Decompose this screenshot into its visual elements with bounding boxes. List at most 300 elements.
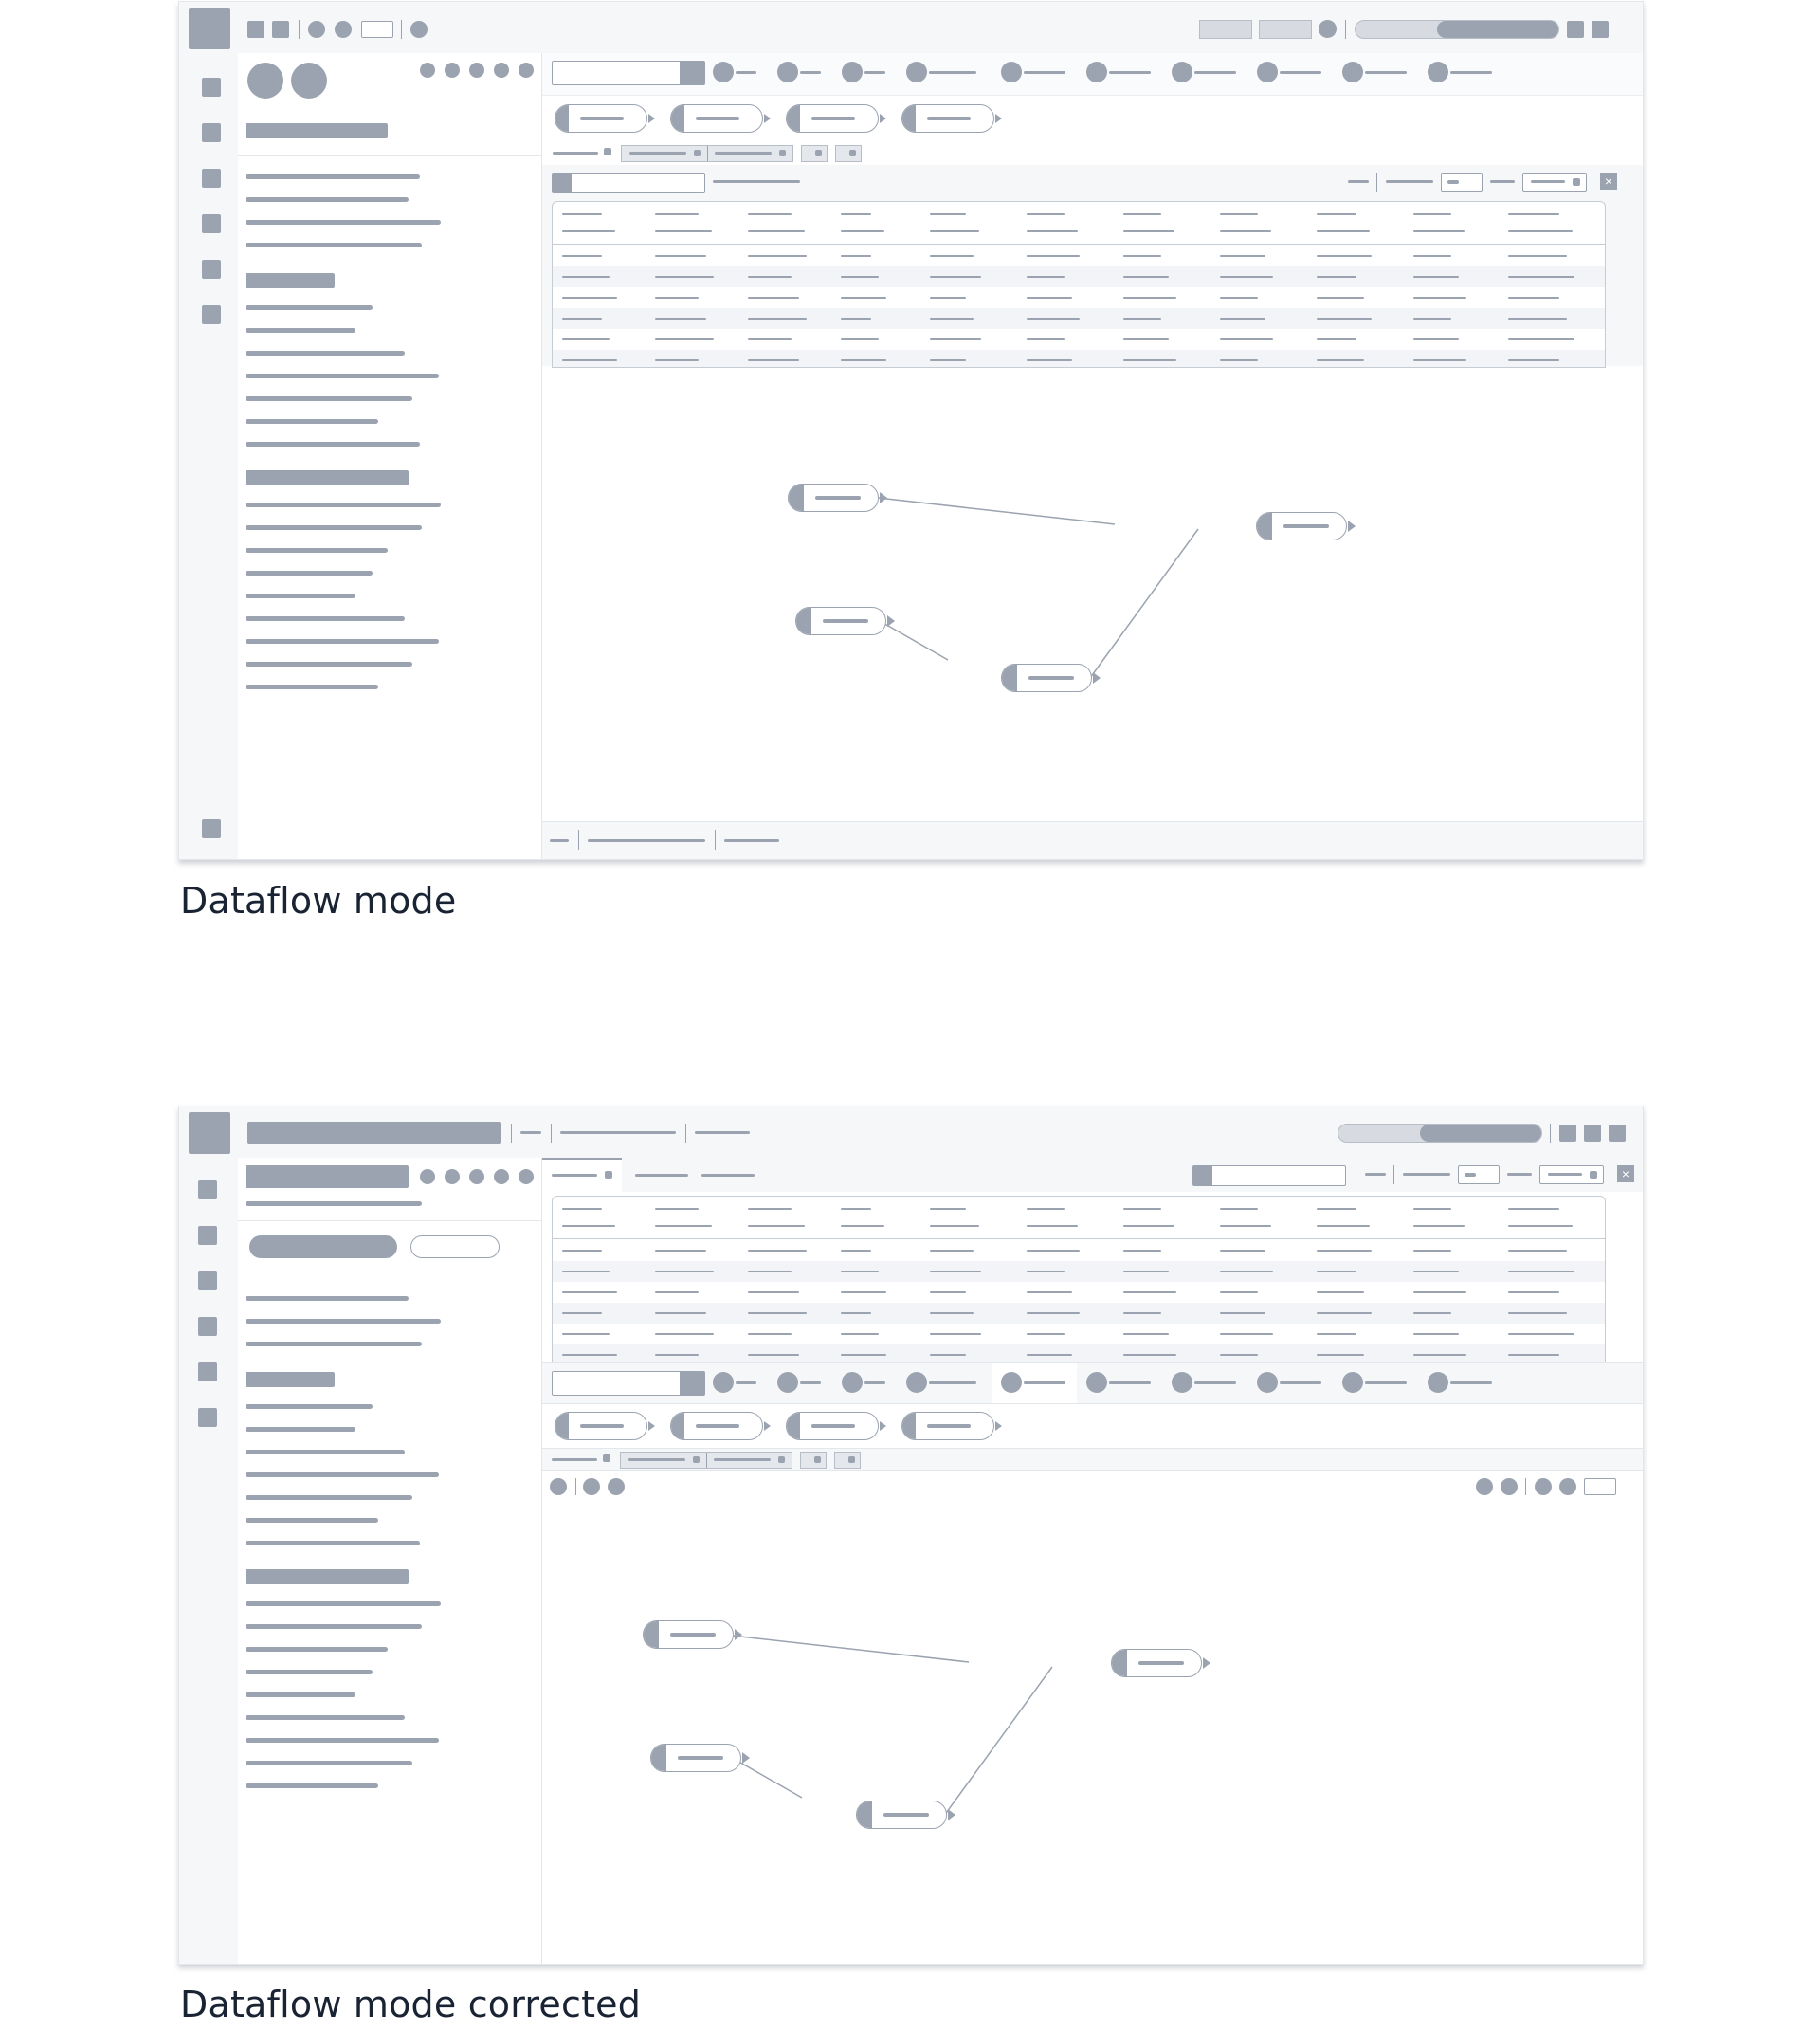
list-item[interactable] (246, 197, 409, 202)
list-item[interactable] (246, 1761, 412, 1765)
table-cell (1317, 359, 1364, 361)
table-cell (930, 1354, 966, 1356)
table-cell (1027, 1291, 1072, 1293)
column-header[interactable] (562, 230, 615, 232)
close-icon[interactable]: × (1600, 173, 1617, 190)
table-cell (1413, 338, 1459, 340)
secondary-button[interactable] (410, 1235, 500, 1258)
table-row[interactable] (553, 1282, 1605, 1303)
table-cell (1317, 1271, 1356, 1272)
output-arrow-icon[interactable] (880, 492, 887, 503)
list-item[interactable] (246, 174, 420, 179)
table-cell (1413, 255, 1451, 257)
view-toggle[interactable] (361, 21, 393, 38)
column-header[interactable] (930, 213, 966, 215)
palette-search-input[interactable] (552, 1371, 705, 1396)
list-item[interactable] (246, 525, 422, 530)
list-item[interactable] (246, 1495, 412, 1500)
table-cell (1220, 359, 1258, 361)
list-item[interactable] (246, 374, 439, 378)
user-icon[interactable] (1319, 20, 1337, 38)
column-header[interactable] (1220, 213, 1258, 215)
debug-icon[interactable] (202, 214, 221, 233)
window-icon[interactable] (1584, 1125, 1601, 1142)
rows-select[interactable] (1522, 173, 1587, 192)
column-header[interactable] (1123, 1208, 1161, 1210)
table-cell (841, 359, 886, 361)
list-item[interactable] (246, 1472, 439, 1477)
table-cell (1508, 276, 1574, 278)
column-header[interactable] (1027, 1225, 1078, 1227)
output-arrow-icon[interactable] (887, 615, 895, 627)
table-cell (841, 318, 871, 320)
table-cell (655, 359, 699, 361)
table-cell (1413, 359, 1466, 361)
window-icon[interactable] (1559, 1125, 1576, 1142)
flow-tab[interactable] (786, 1412, 879, 1440)
table-cell (930, 1271, 981, 1272)
column-header[interactable] (748, 213, 792, 215)
flow-node[interactable] (856, 1801, 947, 1829)
list-item[interactable] (246, 1450, 405, 1454)
toolbar-button[interactable] (1199, 20, 1252, 39)
palette-node-icon[interactable] (1428, 62, 1448, 82)
avatar[interactable] (247, 63, 283, 99)
flow-tab[interactable] (670, 1412, 763, 1440)
table-cell (1317, 297, 1364, 299)
list-item[interactable] (246, 1738, 439, 1743)
table-cell (1508, 1250, 1567, 1252)
table-cell (748, 1250, 807, 1252)
column-header[interactable] (1027, 213, 1065, 215)
table-cell (1027, 255, 1080, 257)
output-arrow-icon[interactable] (948, 1809, 956, 1820)
add-button[interactable] (800, 1452, 827, 1469)
column-header[interactable] (841, 1208, 871, 1210)
column-header[interactable] (1508, 230, 1573, 232)
progress-bar (1338, 1124, 1542, 1143)
column-header[interactable] (1220, 1208, 1258, 1210)
title-bar (179, 1106, 1643, 1159)
list-item[interactable] (246, 328, 355, 333)
flow-node[interactable] (1256, 512, 1347, 540)
list-item[interactable] (246, 1692, 355, 1697)
extensions-icon[interactable] (202, 260, 221, 279)
tab-data[interactable] (542, 1158, 622, 1194)
palette-node-icon[interactable] (842, 62, 863, 82)
list-item[interactable] (246, 442, 420, 447)
output-arrow-icon[interactable] (1203, 1657, 1210, 1669)
list-item[interactable] (246, 305, 373, 310)
output-arrow-icon[interactable] (1093, 672, 1101, 684)
list-item[interactable] (246, 419, 378, 424)
menu-icon[interactable] (247, 21, 264, 38)
flow-node[interactable] (1111, 1649, 1202, 1677)
column-header[interactable] (1413, 213, 1451, 215)
table-row[interactable] (553, 329, 1605, 350)
table-cell (1508, 1354, 1559, 1356)
list-item[interactable] (246, 396, 412, 401)
tab-label[interactable] (701, 1174, 755, 1177)
column-header[interactable] (1317, 1225, 1370, 1227)
action-icon[interactable] (519, 63, 534, 78)
activity-rail (179, 1158, 239, 1964)
table-cell (748, 318, 807, 320)
column-header[interactable] (655, 230, 712, 232)
window-icon[interactable] (1592, 21, 1609, 38)
flow-node[interactable] (643, 1620, 734, 1649)
flow-tab[interactable] (555, 104, 647, 133)
table-cell (1413, 1250, 1451, 1252)
column-header[interactable] (1508, 213, 1559, 215)
list-item[interactable] (246, 1319, 441, 1324)
table-cell (1317, 1354, 1364, 1356)
action-icon[interactable] (445, 63, 460, 78)
table-cell (841, 1354, 886, 1356)
column-header[interactable] (1508, 1208, 1559, 1210)
table-cell (1123, 276, 1169, 278)
table-row[interactable] (553, 1240, 1605, 1261)
column-header[interactable] (562, 213, 602, 215)
table-cell (930, 1312, 974, 1314)
list-item[interactable] (246, 1715, 405, 1720)
column-header[interactable] (930, 1225, 979, 1227)
dataflow-icon[interactable] (198, 1408, 217, 1427)
table-cell (1027, 338, 1065, 340)
action-icon[interactable] (469, 63, 484, 78)
palette-node-icon[interactable] (713, 1372, 734, 1393)
column-header[interactable] (1413, 1208, 1451, 1210)
column-header[interactable] (841, 213, 871, 215)
breadcrumb-segments[interactable] (620, 1452, 792, 1469)
table-cell (1027, 1250, 1080, 1252)
column-header[interactable] (1220, 230, 1271, 232)
list-item[interactable] (246, 594, 355, 598)
flow-tab[interactable] (786, 104, 879, 133)
data-table (552, 1196, 1606, 1362)
page-input[interactable] (1458, 1165, 1500, 1184)
table-cell (1123, 318, 1161, 320)
wire (1090, 529, 1198, 678)
table-cell (1508, 255, 1567, 257)
table-cell (1123, 1312, 1161, 1314)
table-cell (841, 1271, 879, 1272)
settings-icon[interactable] (410, 21, 428, 38)
palette-search-input[interactable] (552, 61, 705, 85)
table-cell (1027, 297, 1072, 299)
table-row[interactable] (553, 1303, 1605, 1324)
palette-node-icon[interactable] (1172, 62, 1192, 82)
table-cell (1220, 1291, 1258, 1293)
action-icon[interactable] (445, 1169, 460, 1184)
close-icon[interactable]: × (1617, 1165, 1634, 1182)
flow-node[interactable] (788, 484, 879, 512)
list-item[interactable] (246, 220, 441, 225)
list-item[interactable] (246, 503, 441, 507)
data-table (552, 201, 1606, 368)
table-cell (562, 1291, 617, 1293)
table-cell (748, 1291, 799, 1293)
palette-node-icon[interactable] (713, 62, 734, 82)
table-cell (1123, 1271, 1169, 1272)
zoom-out-icon[interactable] (583, 1478, 600, 1495)
column-header[interactable] (1508, 1225, 1573, 1227)
column-header[interactable] (841, 1225, 884, 1227)
explorer-icon[interactable] (202, 78, 221, 97)
palette-node-icon[interactable] (1342, 62, 1363, 82)
table-cell (1027, 1333, 1065, 1335)
explorer-icon[interactable] (198, 1180, 217, 1199)
list-item[interactable] (246, 243, 422, 247)
breadcrumb (553, 152, 598, 155)
table-row[interactable] (553, 1344, 1605, 1362)
list-item[interactable] (246, 685, 378, 689)
table-cell (1220, 1333, 1273, 1335)
table-cell (655, 297, 699, 299)
flow-node[interactable] (650, 1744, 741, 1772)
extensions-icon[interactable] (198, 1362, 217, 1381)
redo-icon[interactable] (335, 21, 352, 38)
table-cell (1220, 255, 1265, 257)
search-icon[interactable] (198, 1226, 217, 1245)
column-header[interactable] (1220, 1225, 1271, 1227)
output-arrow-icon[interactable] (735, 1629, 742, 1640)
table-row[interactable] (553, 246, 1605, 266)
column-header[interactable] (1317, 1208, 1356, 1210)
list-item[interactable] (246, 1624, 422, 1629)
avatar[interactable] (291, 63, 327, 99)
palette-node-icon[interactable] (1086, 62, 1107, 82)
table-cell (562, 1333, 610, 1335)
gear-icon[interactable] (202, 819, 221, 838)
flow-tab[interactable] (555, 1412, 647, 1440)
table-cell (841, 338, 879, 340)
palette-item-active[interactable] (992, 1363, 1077, 1403)
table-cell (1220, 1354, 1258, 1356)
table-row[interactable] (553, 1261, 1605, 1282)
table-cell (1413, 1312, 1451, 1314)
column-header[interactable] (1027, 1208, 1065, 1210)
table-cell (841, 276, 879, 278)
list-item[interactable] (246, 1783, 378, 1788)
column-header[interactable] (1027, 230, 1078, 232)
tab-label[interactable] (635, 1174, 688, 1177)
column-header[interactable] (1123, 1225, 1174, 1227)
list-item[interactable] (246, 1670, 373, 1674)
column-header[interactable] (1317, 213, 1356, 215)
column-header[interactable] (748, 1208, 792, 1210)
palette-node-icon[interactable] (1257, 62, 1278, 82)
window-icon[interactable] (1609, 1125, 1626, 1142)
table-cell (1220, 1312, 1265, 1314)
undo-icon[interactable] (308, 21, 325, 38)
canvas-action-icon[interactable] (1535, 1478, 1552, 1495)
palette-node-icon[interactable] (1001, 62, 1022, 82)
source-icon[interactable] (198, 1271, 217, 1290)
progress-bar (1355, 20, 1559, 39)
table-cell (562, 1312, 602, 1314)
file-icon[interactable] (272, 21, 289, 38)
action-icon[interactable] (494, 1169, 509, 1184)
column-header[interactable] (562, 1225, 615, 1227)
table-cell (930, 1333, 981, 1335)
section-title (246, 1165, 409, 1188)
action-icon[interactable] (469, 1169, 484, 1184)
column-header[interactable] (930, 230, 979, 232)
column-header[interactable] (748, 1225, 805, 1227)
node-palette (542, 1362, 1643, 1404)
column-header[interactable] (841, 230, 884, 232)
table-cell (1508, 1291, 1559, 1293)
column-header[interactable] (562, 1208, 602, 1210)
table-cell (748, 1333, 792, 1335)
flow-canvas[interactable] (542, 366, 1643, 821)
flow-canvas[interactable] (542, 1505, 1643, 1964)
table-filter-input[interactable] (552, 173, 705, 193)
column-header[interactable] (655, 1225, 712, 1227)
output-arrow-icon[interactable] (742, 1752, 750, 1764)
list-item[interactable] (246, 1601, 441, 1606)
document-title (247, 1122, 501, 1144)
zoom-in-icon[interactable] (550, 1478, 567, 1495)
palette-node-icon[interactable] (777, 62, 798, 82)
add-button[interactable] (801, 145, 828, 162)
table-cell (930, 1291, 966, 1293)
search-icon[interactable] (202, 123, 221, 142)
column-header[interactable] (655, 213, 699, 215)
canvas-action-icon[interactable] (1501, 1478, 1518, 1495)
activity-rail (179, 53, 239, 859)
table-cell (1508, 297, 1559, 299)
table-cell (562, 255, 602, 257)
palette-node-icon[interactable] (906, 62, 927, 82)
flow-node[interactable] (795, 607, 886, 635)
flow-tab[interactable] (901, 1412, 994, 1440)
rows-select[interactable] (1539, 1165, 1604, 1184)
column-header[interactable] (1413, 1225, 1465, 1227)
table-cell (562, 297, 617, 299)
table-cell (930, 297, 966, 299)
table-cell (841, 1250, 871, 1252)
list-item[interactable] (246, 616, 405, 621)
table-filter-input[interactable] (1192, 1165, 1346, 1186)
palette-node-icon[interactable] (1342, 1372, 1363, 1393)
table-row[interactable] (553, 1324, 1605, 1344)
action-icon[interactable] (420, 1169, 435, 1184)
table-cell (1027, 318, 1080, 320)
list-item[interactable] (246, 1427, 355, 1432)
sidebar (238, 53, 542, 859)
breadcrumb-segments[interactable] (621, 145, 793, 162)
table-cell (748, 255, 807, 257)
table-row[interactable] (553, 308, 1605, 329)
column-header[interactable] (1123, 230, 1174, 232)
toolbar-button[interactable] (1259, 20, 1312, 39)
table-cell (1123, 1291, 1176, 1293)
column-header[interactable] (1413, 230, 1465, 232)
add-button[interactable] (834, 1452, 861, 1469)
table-cell (1123, 359, 1176, 361)
table-cell (841, 297, 886, 299)
table-cell (1220, 318, 1265, 320)
canvas-action-icon[interactable] (1559, 1478, 1576, 1495)
list-item[interactable] (246, 571, 373, 576)
table-cell (1027, 1271, 1065, 1272)
column-header[interactable] (1317, 230, 1370, 232)
palette-node-icon[interactable] (1172, 1372, 1192, 1393)
table-cell (1027, 359, 1072, 361)
table-cell (655, 1271, 714, 1272)
table-row[interactable] (553, 287, 1605, 308)
table-cell (1027, 1354, 1072, 1356)
app-logo-icon[interactable] (189, 8, 230, 49)
table-cell (1317, 1291, 1364, 1293)
palette-node-icon[interactable] (777, 1372, 798, 1393)
column-header[interactable] (655, 1208, 699, 1210)
flow-tab[interactable] (670, 104, 763, 133)
canvas-action-icon[interactable] (1476, 1478, 1493, 1495)
column-header[interactable] (1123, 213, 1161, 215)
list-item[interactable] (246, 1404, 373, 1409)
table-cell (930, 318, 974, 320)
action-icon[interactable] (519, 1169, 534, 1184)
table-cell (841, 1312, 871, 1314)
palette-node-icon[interactable] (1428, 1372, 1448, 1393)
page-input[interactable] (1441, 173, 1483, 192)
table-cell (1220, 276, 1273, 278)
minimap-toggle[interactable] (1584, 1478, 1616, 1495)
output-arrow-icon[interactable] (1348, 521, 1356, 532)
dataflow-icon[interactable] (202, 305, 221, 324)
list-item[interactable] (246, 1647, 388, 1652)
palette-node-icon[interactable] (1257, 1372, 1278, 1393)
table-cell (562, 276, 610, 278)
list-item[interactable] (246, 1296, 409, 1301)
window-icon[interactable] (1567, 21, 1584, 38)
table-cell (1220, 297, 1258, 299)
flow-node[interactable] (1001, 664, 1092, 692)
palette-node-icon[interactable] (1086, 1372, 1107, 1393)
table-cell (841, 255, 871, 257)
source-icon[interactable] (202, 169, 221, 188)
palette-node-icon[interactable] (842, 1372, 863, 1393)
table-cell (655, 1312, 706, 1314)
table-cell (655, 1333, 714, 1335)
action-icon[interactable] (420, 63, 435, 78)
list-item[interactable] (246, 1518, 378, 1523)
flow-tab[interactable] (901, 104, 994, 133)
list-item[interactable] (246, 639, 439, 644)
list-item[interactable] (246, 548, 388, 553)
action-icon[interactable] (494, 63, 509, 78)
column-header[interactable] (748, 230, 805, 232)
add-button[interactable] (835, 145, 862, 162)
list-item[interactable] (246, 1342, 422, 1346)
list-item[interactable] (246, 1541, 420, 1545)
column-header[interactable] (930, 1208, 966, 1210)
table-cell (1317, 318, 1372, 320)
primary-button[interactable] (249, 1235, 397, 1258)
list-item[interactable] (246, 662, 412, 667)
table-cell (748, 297, 799, 299)
table-cell (748, 1354, 799, 1356)
app-logo-icon[interactable] (189, 1112, 230, 1154)
debug-icon[interactable] (198, 1317, 217, 1336)
palette-node-icon[interactable] (906, 1372, 927, 1393)
table-row[interactable] (553, 266, 1605, 287)
fit-icon[interactable] (608, 1478, 625, 1495)
list-item[interactable] (246, 351, 405, 356)
